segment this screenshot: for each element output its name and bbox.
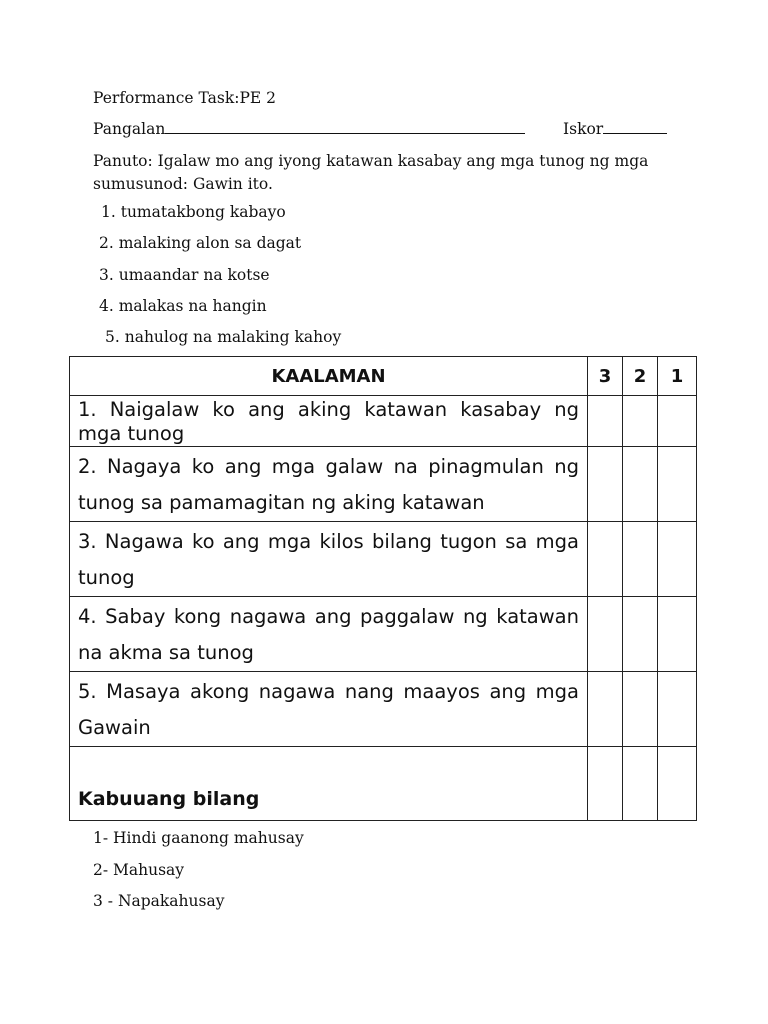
rubric-header-row: [70, 357, 697, 396]
score-cell-1[interactable]: [658, 522, 697, 597]
table-row: [70, 672, 697, 747]
score-cell-3[interactable]: [588, 396, 623, 447]
score-cell-2[interactable]: [623, 522, 658, 597]
name-blank[interactable]: [165, 119, 525, 134]
directions: Panuto: Igalaw mo ang iyong katawan kasabay ang mga tunog ng mga sumusunod: Gawin ito.: [93, 152, 649, 193]
criterion-text: 3. Nagawa ko ang mga kilos bilang tugon sa mga tunog: [70, 522, 588, 597]
task-item: 1. tumatakbong kabayo: [101, 203, 286, 221]
legend-item: 1- Hindi gaanong mahusay: [93, 829, 304, 847]
score-cell-1[interactable]: [658, 672, 697, 747]
total-label: Kabuuang bilang: [70, 747, 588, 821]
legend-item: 3 - Napakahusay: [93, 892, 225, 910]
task-item: 4. malakas na hangin: [99, 297, 267, 315]
task-item: 2. malaking alon sa dagat: [99, 234, 302, 252]
score-cell-3[interactable]: [588, 447, 623, 522]
score-cell-2[interactable]: [623, 672, 658, 747]
score-header-3: 3: [588, 357, 623, 396]
table-row: [70, 447, 697, 522]
score-cell-1[interactable]: [658, 447, 697, 522]
score-cell-1[interactable]: [658, 597, 697, 672]
criterion-text: 2. Nagaya ko ang mga galaw na pinagmulan ng tunog sa pamamagitan ng aking katawan: [70, 447, 588, 522]
total-cell-2[interactable]: [623, 747, 658, 821]
score-cell-2[interactable]: [623, 396, 658, 447]
task-item: 5. nahulog na malaking kahoy: [105, 328, 342, 346]
criterion-text: 1. Naigalaw ko ang aking katawan kasabay ng mga tunog: [70, 396, 588, 447]
total-cell-1[interactable]: [658, 747, 697, 821]
name-label: Pangalan: [93, 120, 166, 138]
score-label: Iskor: [563, 120, 604, 138]
score-header-2: 2: [623, 357, 658, 396]
score-blank[interactable]: [603, 119, 667, 134]
score-cell-2[interactable]: [623, 597, 658, 672]
name-score-row: [93, 119, 693, 138]
score-header-1: 1: [658, 357, 697, 396]
score-cell-2[interactable]: [623, 447, 658, 522]
task-item: 3. umaandar na kotse: [99, 266, 270, 284]
score-cell-3[interactable]: [588, 597, 623, 672]
page-title: Performance Task:PE 2: [93, 89, 276, 107]
score-cell-3[interactable]: [588, 672, 623, 747]
criterion-text: 5. Masaya akong nagawa nang maayos ang mga Gawain: [70, 672, 588, 747]
total-row: [70, 747, 697, 821]
score-cell-1[interactable]: [658, 396, 697, 447]
table-row: [70, 597, 697, 672]
table-row: [70, 396, 697, 447]
criterion-text: 4. Sabay kong nagawa ang paggalaw ng katawan na akma sa tunog: [70, 597, 588, 672]
score-cell-3[interactable]: [588, 522, 623, 597]
legend-item: 2- Mahusay: [93, 861, 185, 879]
table-row: [70, 522, 697, 597]
rubric-table: [69, 356, 697, 821]
rubric-header-criteria: KAALAMAN: [70, 357, 588, 396]
total-cell-3[interactable]: [588, 747, 623, 821]
